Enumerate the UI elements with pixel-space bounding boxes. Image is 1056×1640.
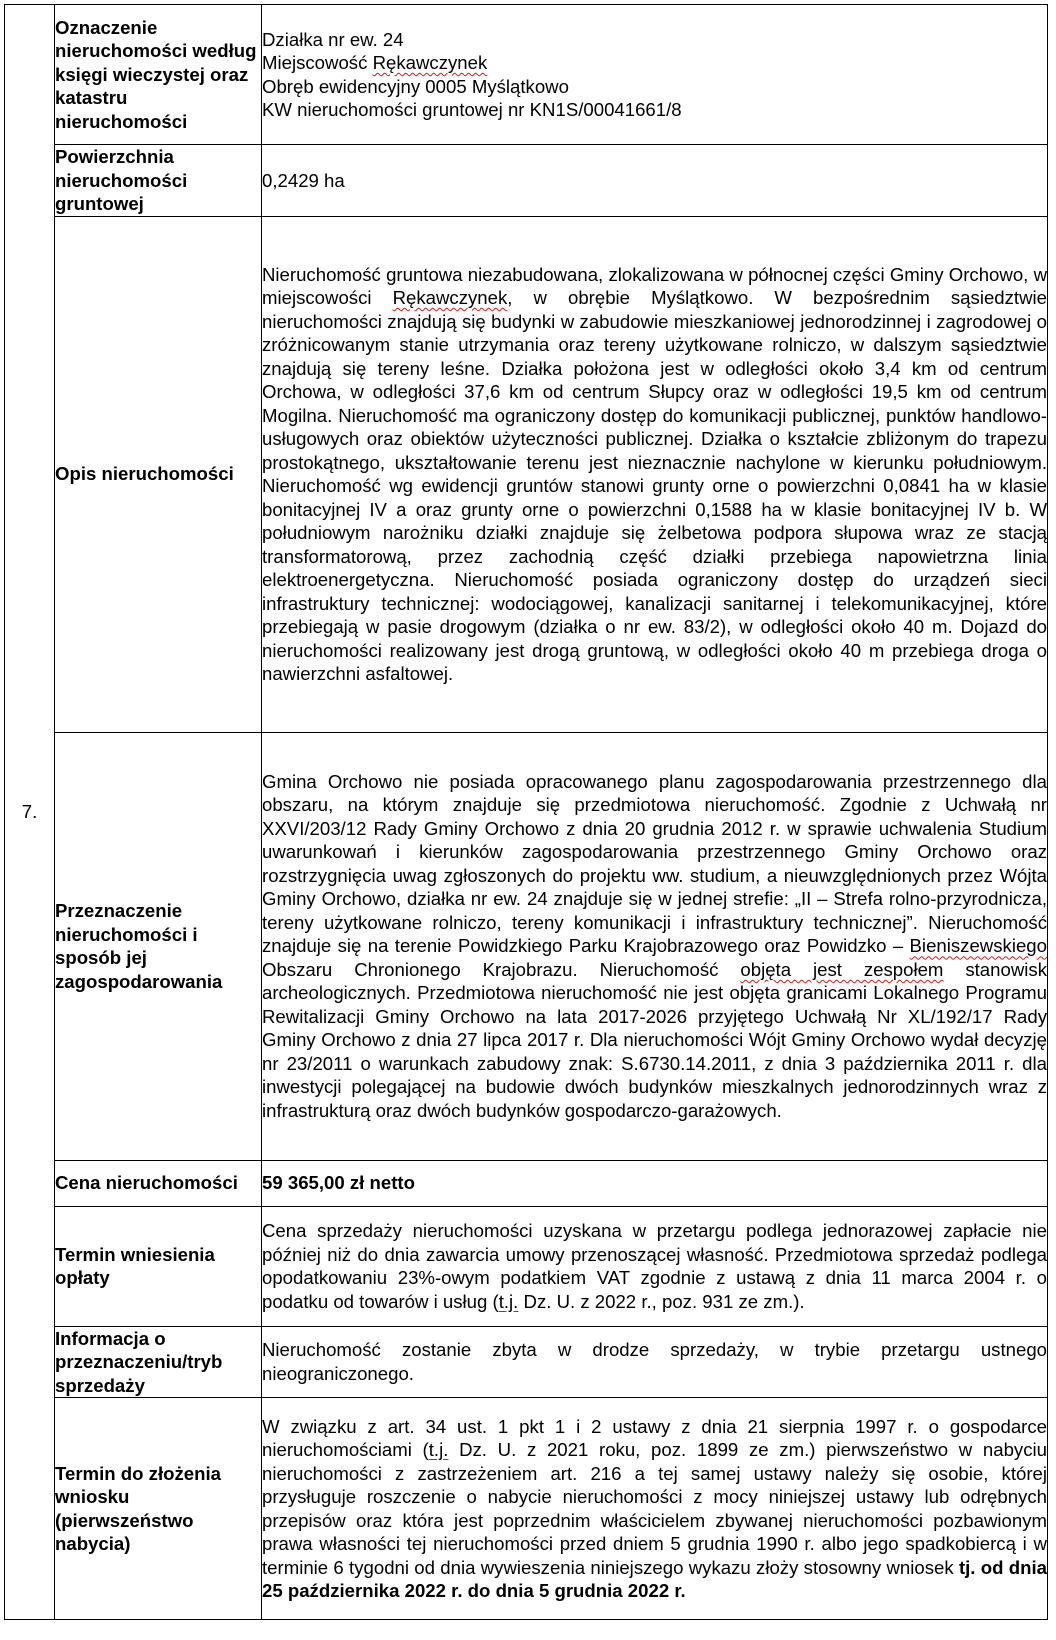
property-listing-table xyxy=(4,4,1048,1620)
value-oznaczenie xyxy=(262,5,1048,145)
abbr-tj-2: t.j. xyxy=(428,1439,449,1460)
application-deadline: tj. od dnia 25 października 2022 r. do dnia 5 grudnia 2022 r. xyxy=(262,1556,1048,1601)
value-informacja: Nieruchomość zostanie zbyta w drodze sprzedaży, w trybie przetargu ustnego nieograniczonego. xyxy=(262,1326,1048,1398)
flagged-phrase: objęta jest zespołem xyxy=(740,958,944,980)
label-cena: Cena nieruchomości xyxy=(55,1160,262,1206)
value-opis: Nieruchomość gruntowa niezabudowana, zlokalizowana w północnej części Gminy Orchowo, w miejscowości Rękawczynek, w obrębie Myślątkowo. W bezpośrednim sąsiedztwie nieruchomości znajdują się budynki w zabudowie mieszkaniowej jednorodzinnej i zagrodowej o zróżnicowanym stanie utrzymania oraz tereny użytkowane rolniczo, w dalszym sąsiedztwie znajdują się tereny leśne. Działka położona jest w odległości około 3,4 km od centrum Orchowa, w odległości 37,6 km od centrum Słupcy oraz w odległości 19,5 km od centrum Mogilna. Nieruchomość ma ograniczony dostęp do komunikacji publicznej, punktów handlowo-usługowych oraz obiektów użyteczności publicznej. Działka o kształcie zbliżonym do trapezu prostokątnego, ukształtowanie terenu jest nieznacznie nachylone w kierunku południowym. Nieruchomość wg ewidencji gruntów stanowi grunty orne o powierzchni 0,0841 ha w klasie bonitacyjnej IV a oraz grunty orne o powierzchni 0,1588 ha w klasie bonitacyjnej IV b. W południowym narożniku działki znajduje się żelbetowa podpora słupowa wraz ze stacją transformatorową, przez zachodnią część działki przebiega napowietrzna linia elektroenergetyczna. Nieruchomość posiada ograniczony dostęp do urządzeń sieci infrastruktury technicznej: wodociągowej, kanalizacji sanitarnej i telekomunikacyjnej, które przebiegają w pasie drogowym (działka o nr ew. 83/2), w odległości około 40 m. Dojazd do nieruchomości realizowany jest drogą gruntową, w odległości około 40 m przebiega droga o nawierzchni asfaltowej. xyxy=(262,216,1048,732)
value-termin-wniosku: W związku z art. 34 ust. 1 pkt 1 i 2 ustawy z dnia 21 sierpnia 1997 r. o gospodarce nieruchomościami (t.j. Dz. U. z 2021 roku, poz. 1899 ze zm.) pierwszeństwo w nabyciu nieruchomości z zastrzeżeniem art. 216 a tej samej ustawy należy się osobie, której przysługuje roszczenie o nabycie nieruchomości z mocy niniejszej ustawy lub odrębnych przepisów oraz która jest poprzednim właścicielem zbywanej nieruchomości pozbawionym prawa własności tej nieruchomości przed dniem 5 grudnia 1990 r. albo jego spadkobiercą i w terminie 6 tygodni od dnia wywieszenia niniejszego wykazu złoży stosowny wniosek tj. od dnia 25 października 2022 r. do dnia 5 grudnia 2022 r. xyxy=(262,1398,1048,1620)
label-informacja: Informacja o przeznaczeniu/tryb sprzedaży xyxy=(55,1326,262,1398)
land-register-number: KW nieruchomości gruntowej nr KN1S/00041661/8 xyxy=(262,99,682,120)
label-oznaczenie: Oznaczenie nieruchomości według księgi wieczystej oraz katastru nieruchomości xyxy=(55,5,262,145)
row-termin-wniosku xyxy=(5,1398,1048,1620)
row-przeznaczenie xyxy=(5,732,1048,1160)
label-termin-oplaty: Termin wniesienia opłaty xyxy=(55,1206,262,1326)
label-przeznaczenie: Przeznaczenie nieruchomości i sposób jej zagospodarowania xyxy=(55,732,262,1160)
item-number: 7. xyxy=(5,5,55,1620)
row-informacja xyxy=(5,1326,1048,1398)
label-powierzchnia: Powierzchnia nieruchomości gruntowej xyxy=(55,145,262,217)
row-opis xyxy=(5,216,1048,732)
label-opis: Opis nieruchomości xyxy=(55,216,262,732)
row-powierzchnia xyxy=(5,145,1048,217)
parcel-number: Działka nr ew. 24 xyxy=(262,28,404,50)
value-przeznaczenie: Gmina Orchowo nie posiada opracowanego planu zagospodarowania przestrzennego dla obszaru, na którym znajduje się przedmiotowa nieruchomość. Zgodnie z Uchwałą nr XXVI/203/12 Rady Gminy Orchowo z dnia 20 grudnia 2012 r. w sprawie uchwalenia Studium uwarunkowań i kierunków zagospodarowania przestrzennego Gminy Orchowo oraz rozstrzygnięcia uwag zgłoszonych do projektu ww. studium, a nieuwzględnionych przez Wójta Gminy Orchowo, działka nr ew. 24 znajduje się w jednej strefie: „II – Strefa rolno-przyrodnicza, tereny użytkowane rolniczo, tereny komunikacji i infrastruktury technicznej”. Nieruchomość znajduje się na terenie Powidzkiego Parku Krajobrazowego oraz Powidzko – Bieniszewskiego Obszaru Chronionego Krajobrazu. Nieruchomość objęta jest zespołem stanowisk archeologicznych. Przedmiotowa nieruchomość nie jest objęta granicami Lokalnego Programu Rewitalizacji Gminy Orchowo na lata 2017-2026 przyjętego Uchwałą Nr XL/192/17 Rady Gminy Orchowo z dnia 27 lipca 2017 r. Dla nieruchomości Wójt Gminy Orchowo wydał decyzję nr 23/2011 o warunkach zabudowy znak: S.6730.14.2011, z dnia 3 października 2011 r. dla inwestycji polegającej na budowie dwóch budynków mieszkalnych jednorodzinnych wraz z infrastrukturą oraz dwóch budynków gospodarczo-garażowych. xyxy=(262,732,1048,1160)
label-termin-wniosku: Termin do złożenia wniosku (pierwszeństwo nabycia) xyxy=(55,1398,262,1620)
row-oznaczenie xyxy=(5,5,1048,145)
registry-precinct: Obręb ewidencyjny 0005 Myślątkowo xyxy=(262,75,569,97)
row-termin-oplaty xyxy=(5,1206,1048,1326)
row-cena xyxy=(5,1160,1048,1206)
protected-area-name: Bieniszewskiego xyxy=(909,935,1047,957)
value-termin-oplaty: Cena sprzedaży nieruchomości uzyskana w przetargu podlega jednorazowej zapłacie nie później niż do dnia zawarcia umowy przenoszącej własność. Przedmiotowa sprzedaż podlega opodatkowaniu 23%-owym podatkiem VAT zgodnie z ustawą z dnia 11 marca 2004 r. o podatku od towarów i usług (t.j. Dz. U. z 2022 r., poz. 931 ze zm.). xyxy=(262,1206,1048,1326)
abbr-tj: t.j. xyxy=(498,1290,519,1312)
locality-name: Rękawczynek xyxy=(372,52,488,73)
value-powierzchnia: 0,2429 ha xyxy=(262,145,1048,217)
locality-name-ref: Rękawczynek xyxy=(392,287,508,308)
value-cena: 59 365,00 zł netto xyxy=(262,1160,1048,1206)
locality: Miejscowość Rękawczynek xyxy=(262,52,488,73)
